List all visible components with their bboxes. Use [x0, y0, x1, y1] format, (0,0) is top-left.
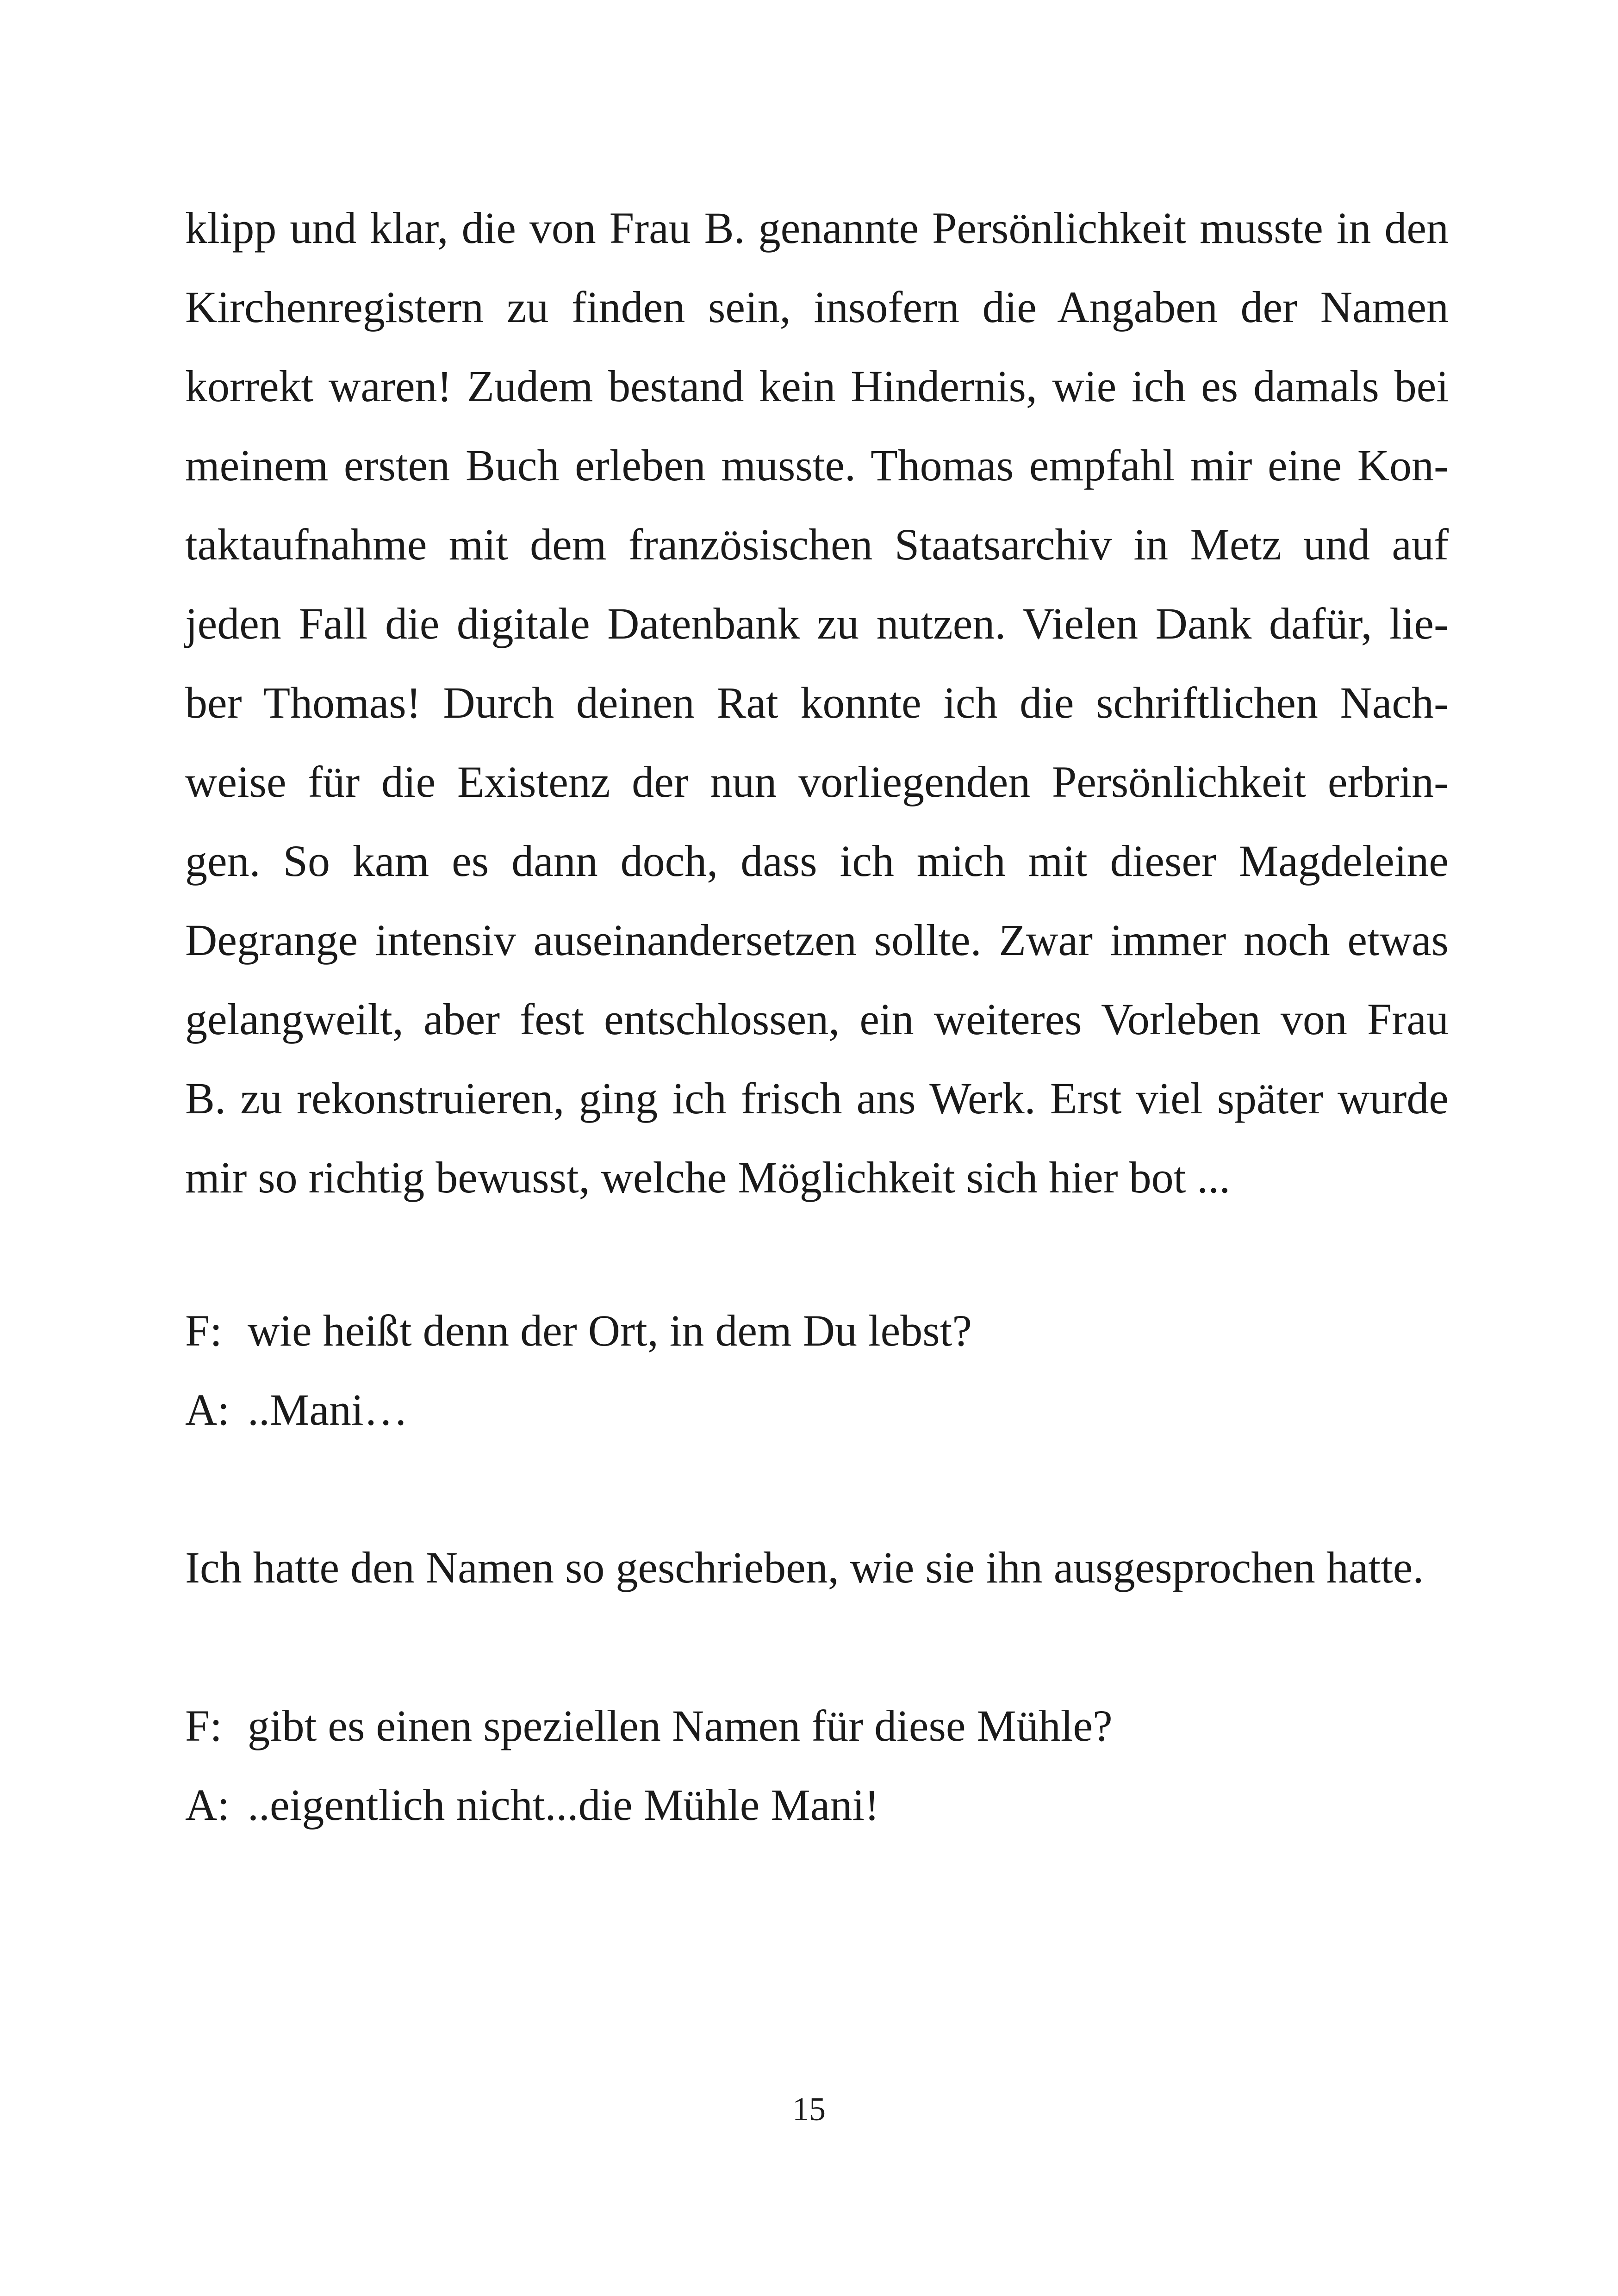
paragraph-line-last: mir so richtig bewusst, welche Möglichkeit sich hier bot ...	[185, 1153, 1231, 1202]
paragraph-line: gelangweilt, aber fest entschlossen, ein weiteres Vorleben von Frau	[185, 994, 1449, 1044]
paragraph-line: taktaufnahme mit dem französischen Staatsarchiv in Metz und auf	[185, 520, 1449, 569]
narrative-note: Ich hatte den Namen so geschrieben, wie sie ihn ausgesprochen hatte.	[185, 1543, 1424, 1592]
question-text: gibt es einen speziellen Namen für diese Mühle?	[248, 1701, 1113, 1750]
page-number: 15	[792, 2091, 826, 2128]
answer-label: A:	[185, 1385, 230, 1434]
question-line-1	[185, 1306, 972, 1355]
question-line-2	[185, 1701, 1113, 1750]
paragraph-line: gen. So kam es dann doch, dass ich mich mit dieser Magdeleine	[185, 836, 1449, 886]
paragraph-line: klipp und klar, die von Frau B. genannte Persönlichkeit musste in den	[185, 203, 1449, 253]
paragraph-line: weise für die Existenz der nun vorliegenden Persönlichkeit erbrin-	[185, 757, 1449, 807]
paragraph-line: jeden Fall die digitale Datenbank zu nutzen. Vielen Dank dafür, lie-	[185, 599, 1449, 648]
question-text: wie heißt denn der Ort, in dem Du lebst?	[248, 1306, 972, 1355]
answer-text: ..eigentlich nicht...die Mühle Mani!	[248, 1780, 879, 1830]
answer-line-1	[185, 1385, 408, 1434]
answer-line-2	[185, 1780, 879, 1830]
paragraph-line: Degrange intensiv auseinandersetzen sollte. Zwar immer noch etwas	[185, 915, 1449, 965]
paragraph-line: korrekt waren! Zudem bestand kein Hindernis, wie ich es damals bei	[185, 361, 1449, 411]
question-label: F:	[185, 1701, 223, 1750]
paragraph-line: B. zu rekonstruieren, ging ich frisch ans Werk. Erst viel später wurde	[185, 1074, 1449, 1123]
question-label: F:	[185, 1306, 223, 1355]
paragraph-line: meinem ersten Buch erleben musste. Thomas empfahl mir eine Kon-	[185, 441, 1449, 490]
paragraph-line: Kirchenregistern zu finden sein, insofern die Angaben der Namen	[185, 282, 1449, 332]
answer-label: A:	[185, 1780, 230, 1830]
paragraph-line: ber Thomas! Durch deinen Rat konnte ich die schriftlichen Nach-	[185, 678, 1449, 727]
answer-text: ..Mani…	[248, 1385, 408, 1434]
